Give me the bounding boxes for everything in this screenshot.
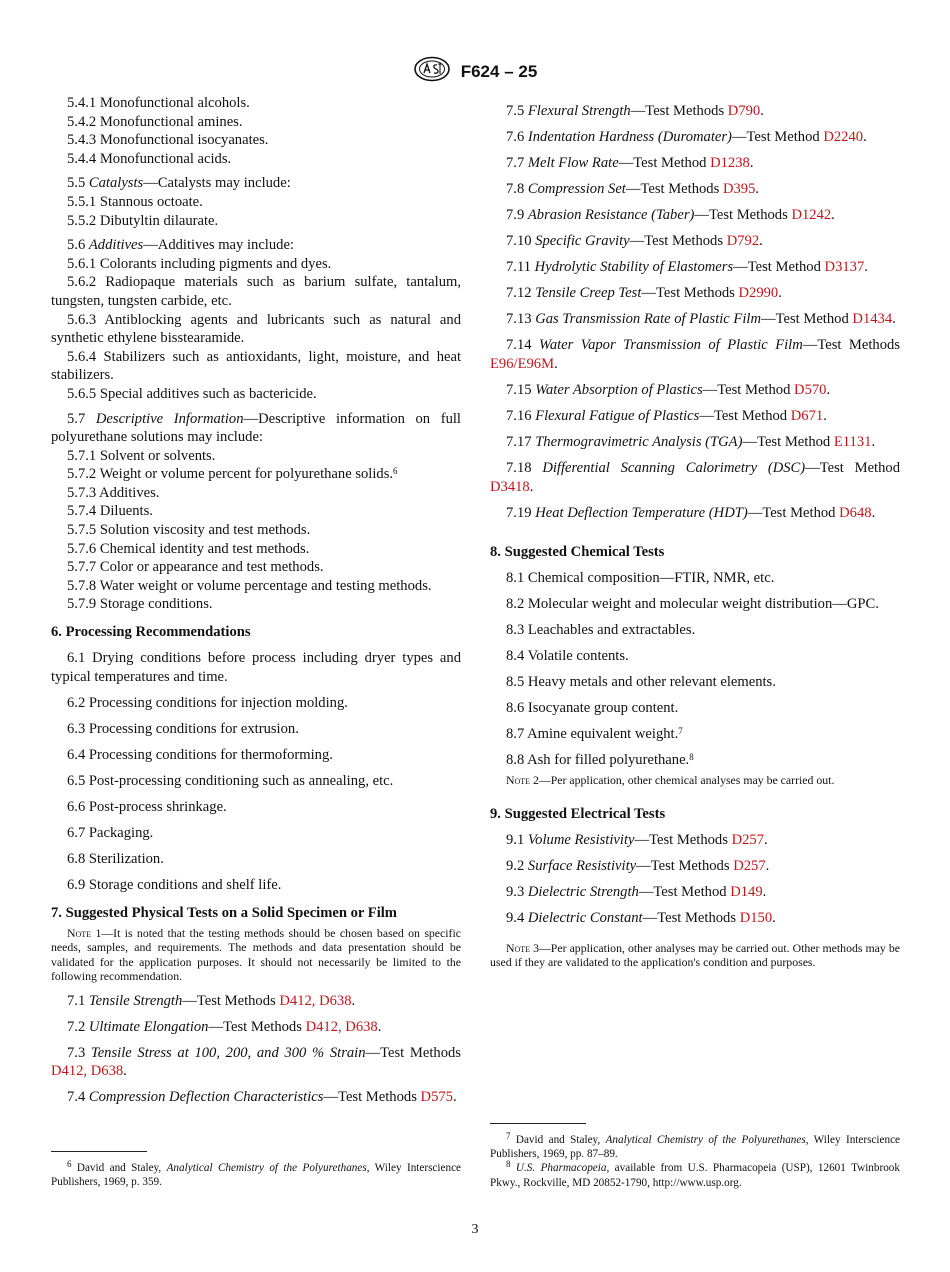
test-item: 7.14 Water Vapor Transmission of Plastic Film—Test Methods E96/E96M. — [490, 337, 900, 372]
list-item: 5.6.4 Stabilizers such as antioxidants, light, moisture, and heat stabilizers. — [51, 348, 461, 384]
standard-link[interactable]: D149 — [730, 883, 763, 900]
list-item: 8.4 Volatile contents. — [506, 647, 629, 664]
standard-link[interactable]: D150 — [739, 909, 773, 926]
standard-link[interactable]: D1434 — [852, 311, 893, 328]
list-item: 8.6 Isocyanate group content. — [506, 700, 679, 717]
test-item: 9.4 Dielectric Constant—Test Methods D150. — [506, 909, 776, 926]
standard-link[interactable]: D648 — [839, 505, 872, 521]
left-column — [51, 94, 461, 1107]
document-title: F624 – 25 — [460, 61, 538, 81]
standard-link[interactable]: D1242 — [791, 206, 832, 223]
footnote-8: $^8$ U.S. Pharmacopeia, available from U.S. Pharmacopeia (USP), 12601 Twinbrook Pkwy., Rockville, MD 20852-1790, http://www.usp.org. — [490, 1159, 900, 1189]
footnotes-right — [490, 1133, 900, 1190]
list-item: 6.5 Post-processing conditioning such as annealing, etc. — [67, 773, 394, 790]
test-item: 7.6 Indentation Hardness (Duromater)—Test Method D2240. — [506, 128, 867, 145]
test-item: 9.2 Surface Resistivity—Test Methods D257. — [506, 857, 770, 874]
test-item: 7.11 Hydrolytic Stability of Elastomers—Test Method D3137. — [506, 259, 868, 276]
footnote-7: $^7$ David and Staley, Analytical Chemistry of the Polyurethanes, Wiley Interscience Publishers, 1969, pp. 87–89. — [490, 1131, 900, 1161]
electrical-tests-list — [490, 831, 900, 928]
footnote-rule — [51, 1151, 147, 1152]
test-item: 7.12 Tensile Creep Test—Test Methods D2990. — [506, 285, 782, 302]
list-item: 5.6.1 Colorants including pigments and dyes. — [67, 255, 332, 272]
test-item: 7.3 Tensile Stress at 100, 200, and 300 % Strain—Test Methods D412, D638. — [51, 1044, 461, 1080]
list-item: 6.7 Packaging. — [67, 825, 154, 842]
list-item: 6.4 Processing conditions for thermoforming. — [67, 747, 333, 763]
list-item: 8.5 Heavy metals and other relevant elements. — [506, 674, 776, 691]
list-item: 5.7.3 Additives. — [67, 484, 160, 501]
physical-tests-list — [490, 102, 900, 523]
test-item: 7.17 Thermogravimetric Analysis (TGA)—Test Method E1131. — [506, 434, 876, 451]
test-item: 7.9 Abrasion Resistance (Taber)—Test Methods D1242. — [506, 206, 835, 223]
test-item: 7.8 Compression Set—Test Methods D395. — [506, 180, 760, 197]
list-item: 5.7.6 Chemical identity and test methods. — [67, 540, 310, 557]
standard-link[interactable]: D412, D638 — [279, 992, 352, 1009]
standard-link[interactable]: D412, D638 — [51, 1063, 124, 1080]
note-2: Note 2—Per application, other chemical analyses may be carried out. — [506, 772, 835, 787]
list-item: 6.9 Storage conditions and shelf life. — [67, 877, 282, 894]
list-item: 5.7.8 Water weight or volume percentage and testing methods. — [67, 577, 432, 594]
test-item: 7.10 Specific Gravity—Test Methods D792. — [506, 232, 763, 249]
footnotes-left — [51, 1161, 461, 1189]
test-item: 7.5 Flexural Strength—Test Methods D790. — [506, 102, 764, 119]
list-item: 8.1 Chemical composition—FTIR, NMR, etc. — [506, 569, 775, 586]
standard-link[interactable]: E96/E96M — [490, 355, 555, 372]
footnote-rule — [490, 1123, 586, 1124]
section-5-6: 5.6 Additives—Additives may include: — [67, 237, 294, 254]
list-item: 6.6 Post-process shrinkage. — [67, 799, 227, 816]
test-item: 7.13 Gas Transmission Rate of Plastic Film—Test Method D1434. — [506, 311, 896, 328]
list-item: 6.1 Drying conditions before process including dryer types and typical temperatures and time. — [51, 650, 461, 685]
list-item: 5.7.1 Solvent or solvents. — [67, 447, 216, 464]
astm-logo-icon — [413, 56, 451, 87]
list-item: 5.7.9 Storage conditions. — [67, 596, 213, 613]
list-item: 5.4.2 Monofunctional amines. — [67, 113, 243, 130]
standard-link[interactable]: D1238 — [710, 154, 750, 171]
test-item: 9.3 Dielectric Strength—Test Method D149. — [506, 883, 767, 900]
right-column — [490, 94, 900, 970]
list-item: 5.5.2 Dibutyltin dilaurate. — [67, 212, 219, 229]
standard-link[interactable]: D257 — [731, 831, 764, 848]
list-item: 5.7.5 Solution viscosity and test methods. — [67, 522, 311, 539]
page-number: 3 — [471, 1222, 479, 1237]
list-item: 5.5.1 Stannous octoate. — [67, 193, 203, 210]
standard-link[interactable]: D792 — [726, 232, 760, 249]
test-item: 7.4 Compression Deflection Characteristics—Test Methods D575. — [67, 1089, 457, 1106]
page-header — [0, 56, 950, 87]
test-item: 9.1 Volume Resistivity—Test Methods D257. — [506, 831, 768, 848]
standard-link[interactable]: E1131 — [833, 434, 872, 451]
section-5-7: 5.7 Descriptive Information—Descriptive information on full polyurethane solutions may include: — [51, 410, 461, 446]
list-item: 8.3 Leachables and extractables. — [506, 621, 696, 638]
list-item: 6.2 Processing conditions for injection molding. — [67, 694, 348, 711]
test-item: 7.16 Flexural Fatigue of Plastics—Test Method D671. — [506, 408, 827, 425]
section-heading-6: 6. Processing Recommendations — [51, 624, 251, 641]
footnote-ref[interactable]: 6 — [393, 466, 398, 477]
list-item: 6.3 Processing conditions for extrusion. — [67, 720, 299, 737]
footnote-6: $^6$ David and Staley, Analytical Chemistry of the Polyurethanes, Wiley Interscience Publishers, 1969, p. 359. — [51, 1159, 461, 1189]
list-item: 5.4.1 Monofunctional alcohols. — [67, 95, 250, 111]
standard-link[interactable]: D395 — [722, 180, 756, 197]
list-item: 8.2 Molecular weight and molecular weight distribution—GPC. — [506, 595, 879, 612]
test-item: 7.2 Ultimate Elongation—Test Methods D412, D638. — [67, 1018, 382, 1035]
test-item: 7.19 Heat Deflection Temperature (HDT)—Test Method D648. — [506, 505, 876, 521]
section-heading-9: 9. Suggested Electrical Tests — [490, 805, 666, 822]
note-3: Note 3—Per application, other analyses may be carried out. Other methods may be used if they are validated to the application's condition and purposes. — [490, 940, 900, 970]
list-item: 5.6.3 Antiblocking agents and lubricants such as natural and synthetic ethylene bisstearamide. — [51, 311, 461, 347]
footnote-ref[interactable]: 7 — [678, 726, 683, 737]
standard-link[interactable]: D2990 — [738, 285, 779, 302]
standard-link[interactable]: D2240 — [823, 128, 864, 145]
footnote-ref[interactable]: 8 — [689, 752, 694, 763]
standard-link[interactable]: D671 — [790, 408, 824, 425]
list-item: 8.7 Amine equivalent weight.$^7$ — [506, 726, 683, 743]
test-item: 7.15 Water Absorption of Plastics—Test Method D570. — [506, 382, 831, 399]
list-item: 5.7.4 Diluents. — [67, 503, 153, 520]
section-heading-8: 8. Suggested Chemical Tests — [490, 543, 665, 560]
section-heading-7: 7. Suggested Physical Tests on a Solid Specimen or Film — [51, 905, 397, 922]
list-item: 5.7.7 Color or appearance and test methods. — [67, 559, 324, 576]
list-item: 5.6.5 Special additives such as bactericide. — [67, 385, 317, 402]
standard-link[interactable]: D257 — [733, 857, 766, 874]
list-item: 5.4.4 Monofunctional acids. — [67, 150, 232, 167]
list-item: 5.6.2 Radiopaque materials such as barium sulfate, tantalum, tungsten, tungsten carbide, etc. — [51, 274, 461, 309]
test-item: 7.1 Tensile Strength—Test Methods D412, D638. — [67, 992, 356, 1009]
standard-link[interactable]: D3418 — [490, 478, 530, 495]
standard-link[interactable]: D790 — [727, 102, 761, 119]
list-item: 5.4.3 Monofunctional isocyanates. — [67, 132, 269, 149]
list-item: 6.8 Sterilization. — [67, 851, 164, 868]
list-item: 5.7.2 Weight or volume percent for polyurethane solids.$^6$ — [67, 466, 398, 483]
note-1: Note 1—It is noted that the testing methods should be chosen based on specific needs, samples, and requirements. The methods and data presentation should be validated for the application purposes. It should not necessarily be limited to the following recommendation. — [51, 925, 461, 984]
list-item: 8.8 Ash for filled polyurethane.$^8$ — [506, 752, 694, 769]
test-item: 7.18 Differential Scanning Calorimetry (DSC)—Test Method D3418. — [490, 460, 900, 495]
standard-link[interactable]: D3137 — [824, 259, 865, 276]
standard-link[interactable]: D575 — [420, 1089, 453, 1106]
section-5-5: 5.5 Catalysts—Catalysts may include: — [67, 175, 291, 192]
standard-link[interactable]: D412, D638 — [305, 1018, 378, 1035]
standard-link[interactable]: D570 — [794, 382, 827, 399]
test-item: 7.7 Melt Flow Rate—Test Method D1238. — [506, 154, 754, 171]
